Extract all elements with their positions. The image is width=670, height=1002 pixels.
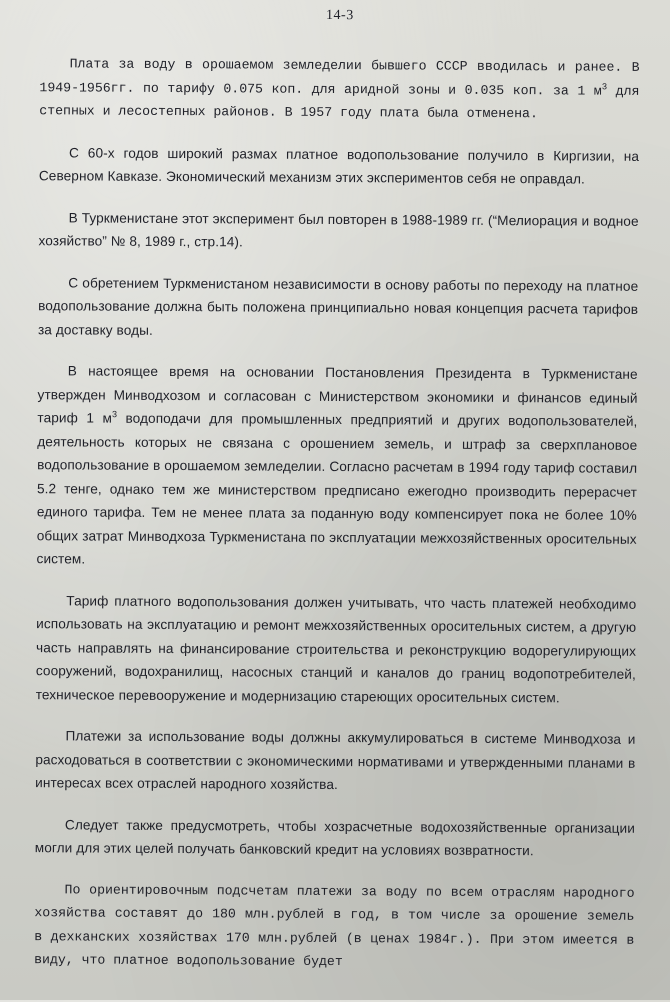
paragraph-bank-credit: Следует также предусмотреть, чтобы хозрасчетные водохозяйственные организации могли для этих целей получать банковский кредит на условиях возвратности. — [34, 816, 635, 859]
superscript: 3 — [111, 409, 118, 420]
paragraph-text: В настоящее время на основании Постановления Президента в Туркменистане утвержден Минводхозом и согласован с Министерством экономики и финансов единый тариф 1 м — [37, 363, 638, 426]
superscript: 3 — [601, 81, 608, 92]
paragraph-current-tariff — [37, 359, 638, 574]
paragraph-payments-accumulation: Платежи за использование воды должны аккумулироваться в системе Минводхоза и расходоваться в соответствии с экономическими нормативами и утвержденными планами в интересах всех отраслей народного хозяйства. — [35, 728, 636, 793]
paragraph-tariff-purpose: Тариф платного водопользования должен учитывать, что часть платежей необходимо использовать на эксплуатацию и ремонт межхозяйственных оросительных систем, а другую часть направлять на финансирование строительства и реконструкцию водорегулирующих сооружений, водохранилищ, насосных станций и каналов до границ водопотребителей, техническое перевооружение и модернизацию стареющих оросительных систем. — [35, 592, 637, 705]
paragraph-independence: С обретением Туркменистаном независимости в основу работы по переходу на платное водопользование должна быть положена принципиально новая концепция расчета тарифов за доставку воды. — [37, 274, 639, 338]
paragraph-estimates: По ориентировочным подсчетам платежи за воду по всем отраслям народного хозяйства составят до 180 млн.рублей в год, в том числе за орошение земель в дехканских хозяйствах 170 млн.рублей (в ценах 1984г.). При этом имеется в виду, что платное водопользование будет — [34, 881, 635, 970]
page-number: 14-3 — [326, 7, 354, 24]
paragraph-text: для степных и лесостепных районов. В 1957 году плата была отменена. — [39, 83, 640, 122]
paragraph-text: водоподачи для промышленных предприятий и других водопользователей, деятельность которых не связана с орошением земель, и штраф за сверхплановое водопользование в орошаемом земледелии. Согласно расчетам в 1994 году тариф составил 5.2 тенге, однако тем же министерством предписано ежегодно производить перерасчет единого тарифа. Тем не менее плата за поданную воду компенсирует пока не более 10% общих затрат Минводхоза Туркменистана по эксплуатации межхозяйственных оросительных систем. — [36, 410, 638, 567]
paragraph-text: Плата за воду в орошаемом земледелии бывшего СССР вводилась и ранее. В 1949-1956гг. по тарифу 0.075 коп. для аридной зоны и 0.035 коп. за 1 м — [39, 56, 640, 99]
paragraph-water-fee-history — [39, 52, 639, 126]
paragraph-1960s: С 60-х годов широкий размах платное водопользование получило в Киргизии, на Северном Кавказе. Экономический механизм этих экспериментов себя не оправдал. — [38, 144, 640, 187]
paragraph-turkmenistan-experiment: В Туркменистане этот эксперимент был повторен в 1988-1989 гг. (“Мелиорация и водное хозяйство” № 8, 1989 г., стр.14). — [38, 209, 639, 250]
